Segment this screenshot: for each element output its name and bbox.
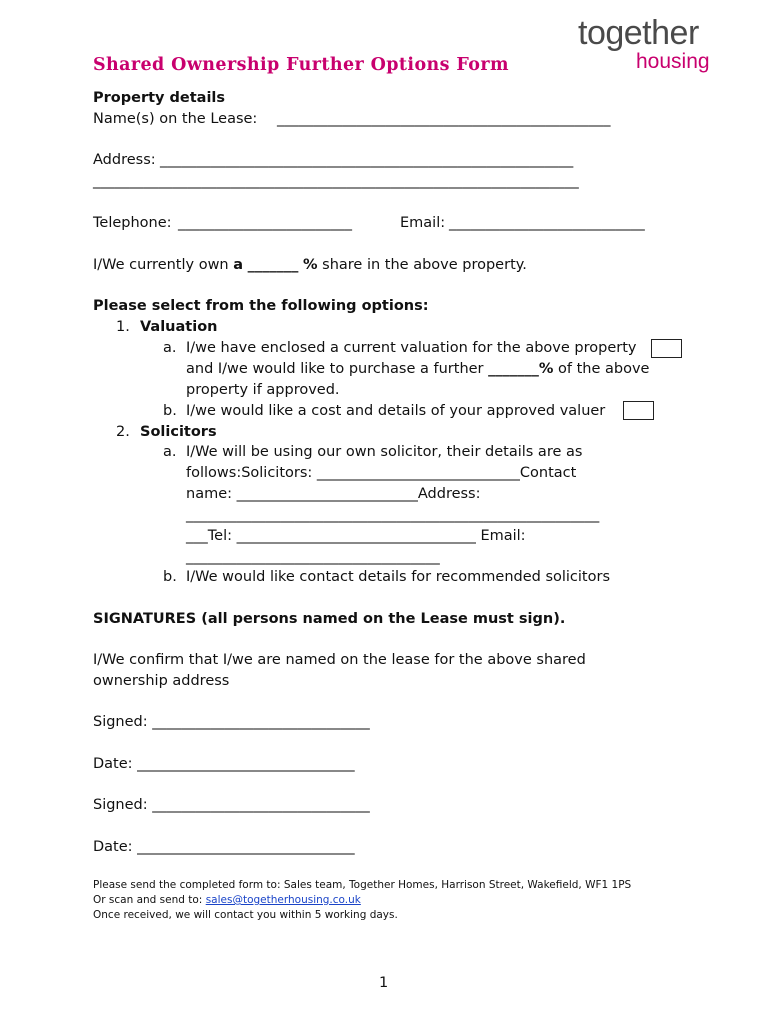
address-label: Address: xyxy=(93,152,156,168)
further-share-suffix: of the above xyxy=(558,361,650,377)
valuation-a-text-line3: property if approved. xyxy=(186,382,340,398)
email-field[interactable]: ___________________________ xyxy=(449,215,645,231)
valuation-enclosed-checkbox[interactable] xyxy=(651,339,682,358)
share-prefix: I/We currently own xyxy=(93,257,229,273)
footer-scan-line xyxy=(93,894,361,906)
names-field[interactable]: ______________________________________________ xyxy=(277,111,611,127)
valuation-a-letter: a. xyxy=(163,340,177,356)
sales-email-link[interactable]: sales@togetherhousing.co.uk xyxy=(205,894,361,906)
solicitors-b-letter: b. xyxy=(163,569,177,585)
signatures-heading: SIGNATURES (all persons named on the Lease must sign). xyxy=(93,611,566,627)
valuation-a-text-line1: I/we have enclosed a current valuation for the above property xyxy=(186,340,637,356)
options-heading: Please select from the following options: xyxy=(93,298,429,314)
share-statement xyxy=(93,257,527,273)
footer-scan-prefix: Or scan and send to: xyxy=(93,894,203,906)
page-number: 1 xyxy=(379,975,389,991)
further-share-percent-field[interactable]: _______% xyxy=(488,361,554,377)
solicitors-a-text-line1: I/We will be using our own solicitor, their details are as xyxy=(186,444,583,460)
solicitors-number: 2. xyxy=(116,424,130,440)
confirm-text-line2: ownership address xyxy=(93,673,230,689)
share-percent-sign: % xyxy=(303,257,318,273)
further-share-prefix: and I/we would like to purchase a further xyxy=(186,361,484,377)
form-title: Shared Ownership Further Options Form xyxy=(93,55,509,75)
logo-word-together: together xyxy=(578,14,699,52)
approved-valuer-checkbox[interactable] xyxy=(623,401,654,420)
telephone-field[interactable]: ________________________ xyxy=(178,215,352,231)
date-field-1[interactable]: Date: ______________________________ xyxy=(93,756,355,772)
valuation-heading: Valuation xyxy=(140,319,218,335)
solicitors-email-field[interactable]: ___________________________________ xyxy=(186,549,440,565)
valuation-number: 1. xyxy=(116,319,130,335)
share-percent-field[interactable]: _______ xyxy=(247,257,299,273)
solicitors-address-field[interactable]: _________________________________________________________ xyxy=(186,507,600,523)
solicitors-b-text: I/We would like contact details for recommended solicitors xyxy=(186,569,611,585)
footer-send-instructions: Please send the completed form to: Sales team, Together Homes, Harrison Street, Wakefield, WF1 1PS xyxy=(93,879,632,891)
confirm-text-line1: I/We confirm that I/we are named on the lease for the above shared xyxy=(93,652,586,668)
signed-field-1[interactable]: Signed: ______________________________ xyxy=(93,714,370,730)
valuation-b-text: I/we would like a cost and details of your approved valuer xyxy=(186,403,606,419)
solicitors-name-field[interactable]: follows:Solicitors: ____________________________Contact xyxy=(186,465,577,481)
share-a: a xyxy=(233,257,244,273)
solicitors-a-letter: a. xyxy=(163,444,177,460)
signed-field-2[interactable]: Signed: ______________________________ xyxy=(93,797,370,813)
solicitors-heading: Solicitors xyxy=(140,424,217,440)
logo-word-housing: housing xyxy=(636,50,710,73)
together-housing-logo xyxy=(578,14,738,76)
date-field-2[interactable]: Date: ______________________________ xyxy=(93,839,355,855)
valuation-b-letter: b. xyxy=(163,403,177,419)
solicitors-contact-field[interactable]: name: _________________________Address: xyxy=(186,486,481,502)
telephone-label: Telephone: xyxy=(93,215,172,231)
footer-contact-note: Once received, we will contact you within 5 working days. xyxy=(93,909,398,921)
names-label: Name(s) on the Lease: xyxy=(93,111,258,127)
valuation-a-text-line2 xyxy=(186,361,649,377)
property-details-heading: Property details xyxy=(93,90,226,106)
solicitors-tel-field[interactable]: ___Tel: _________________________________ Email: xyxy=(186,528,526,544)
address-field-line2[interactable]: ___________________________________________________________________ xyxy=(93,173,579,189)
email-label: Email: xyxy=(400,215,446,231)
share-suffix: share in the above property. xyxy=(322,257,527,273)
address-field-line1[interactable]: _________________________________________________________ xyxy=(160,152,574,168)
